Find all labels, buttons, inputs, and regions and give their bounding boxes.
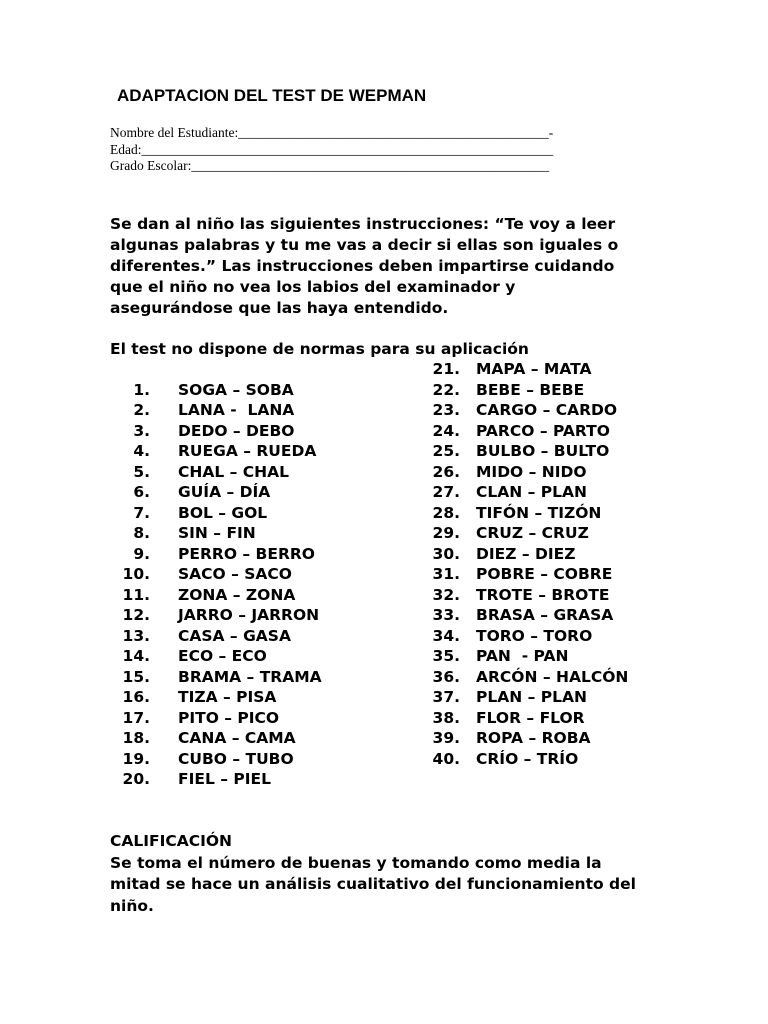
word-pair-item xyxy=(110,380,294,401)
word-pair-item xyxy=(110,441,316,462)
word-pair-number: 39. xyxy=(432,729,460,747)
word-pair-words: CUBO – TUBO xyxy=(178,749,294,768)
word-pair-words: PITO – PICO xyxy=(178,708,280,727)
student-name-blank: ______________________________________________- xyxy=(238,125,554,140)
word-pair-words: SOGA – SOBA xyxy=(178,380,294,399)
word-pair-words: PARCO – PARTO xyxy=(476,421,610,440)
word-pair-item xyxy=(110,564,292,585)
word-pair-words: CRÍO – TRÍO xyxy=(476,749,579,768)
word-pair-item xyxy=(420,482,587,503)
word-pair-item xyxy=(110,482,270,503)
word-pair-words: DEDO – DEBO xyxy=(178,421,295,440)
word-pair-words: MAPA – MATA xyxy=(476,360,592,378)
word-pair-words: FIEL – PIEL xyxy=(178,770,271,788)
word-pair-words: BEBE – BEBE xyxy=(476,380,585,399)
word-pair-number: 2. xyxy=(133,401,150,419)
word-pair-number: 36. xyxy=(432,667,460,686)
word-pair-item xyxy=(110,605,319,626)
word-pair-words: CRUZ – CRUZ xyxy=(476,524,589,542)
word-pair-number: 12. xyxy=(122,606,150,624)
word-pair-number: 16. xyxy=(122,688,150,706)
word-pair-words: GUÍA – DÍA xyxy=(178,483,271,501)
word-pair-words: POBRE – COBRE xyxy=(476,565,613,583)
norms-note: El test no dispone de normas para su aplicación xyxy=(110,340,529,358)
word-pair-words: CASA – GASA xyxy=(178,626,291,645)
word-pair-number: 26. xyxy=(432,462,460,481)
word-pair-words: PERRO – BERRO xyxy=(178,544,315,563)
student-name-label: Nombre del Estudiante: xyxy=(110,125,239,140)
word-pair-number: 30. xyxy=(432,544,460,563)
word-pair-number: 37. xyxy=(432,688,460,706)
word-pair-number: 28. xyxy=(432,503,460,522)
word-pair-number: 14. xyxy=(122,647,150,665)
word-pair-number: 22. xyxy=(432,380,460,399)
word-pair-number: 29. xyxy=(432,524,460,542)
grading-line: Se toma el número de buenas y tomando como media la xyxy=(110,853,602,872)
word-pair-item xyxy=(420,728,591,749)
word-pair-number: 24. xyxy=(432,421,460,440)
word-pair-number: 3. xyxy=(133,421,150,440)
instructions-line: diferentes.” Las instrucciones deben impartirse cuidando xyxy=(110,257,615,275)
word-pair-item xyxy=(110,400,294,421)
instructions-line: algunas palabras y tu me vas a decir si ellas son iguales o xyxy=(110,236,619,254)
word-pair-item xyxy=(420,626,592,647)
word-pair-item xyxy=(420,646,568,667)
word-pair-number: 15. xyxy=(122,667,150,686)
word-pair-number: 27. xyxy=(432,483,460,501)
word-pair-item xyxy=(110,728,296,749)
word-pair-item xyxy=(110,749,294,770)
word-pair-number: 11. xyxy=(122,585,150,604)
word-pair-item xyxy=(420,667,628,688)
grade-blank: _____________________________________________________ xyxy=(191,158,550,173)
word-pair-item xyxy=(110,626,291,647)
word-pair-number: 35. xyxy=(432,647,460,665)
word-pair-item xyxy=(420,441,609,462)
word-pair-number: 5. xyxy=(133,462,150,481)
word-pair-item xyxy=(420,544,575,565)
word-pair-item xyxy=(420,421,610,442)
word-pair-words: BRASA – GRASA xyxy=(476,606,614,624)
word-pair-item xyxy=(110,503,267,524)
word-pair-number: 13. xyxy=(122,626,150,645)
word-pair-words: DIEZ – DIEZ xyxy=(476,544,576,563)
age-field xyxy=(110,142,553,159)
word-pair-words: ZONA – ZONA xyxy=(178,585,296,604)
instructions-line: que el niño no vea los labios del examinador y xyxy=(110,278,516,296)
word-pair-words: TROTE – BROTE xyxy=(476,585,610,604)
word-pair-words: ROPA – ROBA xyxy=(476,729,591,747)
word-pair-item xyxy=(420,687,587,708)
word-pair-words: ARCÓN – HALCÓN xyxy=(476,667,629,686)
word-pair-words: TIZA – PISA xyxy=(178,688,277,706)
word-pair-item xyxy=(110,421,295,442)
word-pair-number: 20. xyxy=(122,770,150,788)
word-pair-number: 17. xyxy=(122,708,150,727)
word-pair-words: PLAN – PLAN xyxy=(476,688,587,706)
grade-field xyxy=(110,158,553,175)
word-pair-words: JARRO – JARRON xyxy=(178,606,320,624)
word-pair-words: SIN – FIN xyxy=(178,524,256,542)
word-pair-words: TIFÓN – TIZÓN xyxy=(476,503,602,522)
word-pair-item xyxy=(420,400,617,421)
word-pair-item xyxy=(420,380,584,401)
word-pair-words: BULBO – BULTO xyxy=(476,442,610,460)
word-pair-item xyxy=(420,359,591,380)
word-pair-item xyxy=(110,708,279,729)
word-pair-words: FLOR – FLOR xyxy=(476,708,585,727)
age-label: Edad: xyxy=(110,141,142,157)
word-pair-item xyxy=(110,523,256,544)
instructions-paragraph xyxy=(110,214,670,319)
word-pair-number: 40. xyxy=(432,749,460,768)
word-pair-item xyxy=(420,462,587,483)
word-pair-number: 9. xyxy=(133,544,150,563)
instructions-line: Se dan al niño las siguientes instrucciones: “Te voy a leer xyxy=(110,215,616,233)
instructions-line: asegurándose que las haya entendido. xyxy=(110,299,449,317)
word-pair-number: 23. xyxy=(432,401,460,419)
word-pair-words: LANA - LANA xyxy=(178,401,295,419)
word-pair-number: 6. xyxy=(133,483,150,501)
word-pair-item xyxy=(420,605,613,626)
word-pair-item xyxy=(420,564,612,585)
word-pair-item xyxy=(110,646,267,667)
word-pair-words: CANA – CAMA xyxy=(178,729,296,747)
word-pair-words: RUEGA – RUEDA xyxy=(178,442,317,460)
word-pair-words: CHAL – CHAL xyxy=(178,462,289,481)
word-pair-number: 7. xyxy=(133,503,150,522)
word-pair-number: 34. xyxy=(432,626,460,645)
word-pair-item xyxy=(110,667,322,688)
word-pair-item xyxy=(110,687,276,708)
student-info-fields xyxy=(110,125,553,175)
word-pair-item xyxy=(110,585,295,606)
grading-heading: CALIFICACIÓN xyxy=(110,832,233,850)
word-pair-number: 8. xyxy=(133,524,150,542)
student-name-field xyxy=(110,125,553,142)
word-pair-item xyxy=(420,708,585,729)
word-pair-item xyxy=(420,503,601,524)
word-pair-number: 1. xyxy=(133,380,150,399)
age-blank: _____________________________________________________________ xyxy=(141,141,554,157)
word-pair-words: MIDO – NIDO xyxy=(476,462,587,481)
word-pair-item xyxy=(420,585,609,606)
grading-line: mitad se hace un análisis cualitativo del funcionamiento del xyxy=(110,875,636,893)
document-title: ADAPTACION DEL TEST DE WEPMAN xyxy=(117,86,427,105)
word-pair-words: CLAN – PLAN xyxy=(476,483,587,501)
word-pair-words: BOL – GOL xyxy=(178,503,268,522)
word-pair-number: 25. xyxy=(432,442,460,460)
word-pair-words: CARGO – CARDO xyxy=(476,401,618,419)
word-pair-item xyxy=(110,544,315,565)
word-pair-item xyxy=(110,462,289,483)
word-pair-words: TORO – TORO xyxy=(476,626,593,645)
word-pair-item xyxy=(420,749,578,770)
word-pair-number: 10. xyxy=(122,565,150,583)
word-pair-number: 33. xyxy=(432,606,460,624)
grading-section xyxy=(110,831,690,917)
word-pair-words: BRAMA – TRAMA xyxy=(178,667,322,686)
grade-label: Grado Escolar: xyxy=(110,158,192,173)
word-pair-number: 18. xyxy=(122,729,150,747)
word-pair-number: 21. xyxy=(432,360,460,378)
word-pair-words: ECO – ECO xyxy=(178,647,267,665)
word-pair-number: 4. xyxy=(133,442,150,460)
word-pair-number: 32. xyxy=(432,585,460,604)
word-pair-words: PAN - PAN xyxy=(476,647,569,665)
word-pair-words: SACO – SACO xyxy=(178,565,292,583)
grading-line: niño. xyxy=(110,896,154,915)
word-pair-number: 38. xyxy=(432,708,460,727)
word-pair-item xyxy=(420,523,589,544)
word-pair-number: 31. xyxy=(432,565,460,583)
word-pair-number: 19. xyxy=(122,749,150,768)
word-pair-item xyxy=(110,769,271,790)
